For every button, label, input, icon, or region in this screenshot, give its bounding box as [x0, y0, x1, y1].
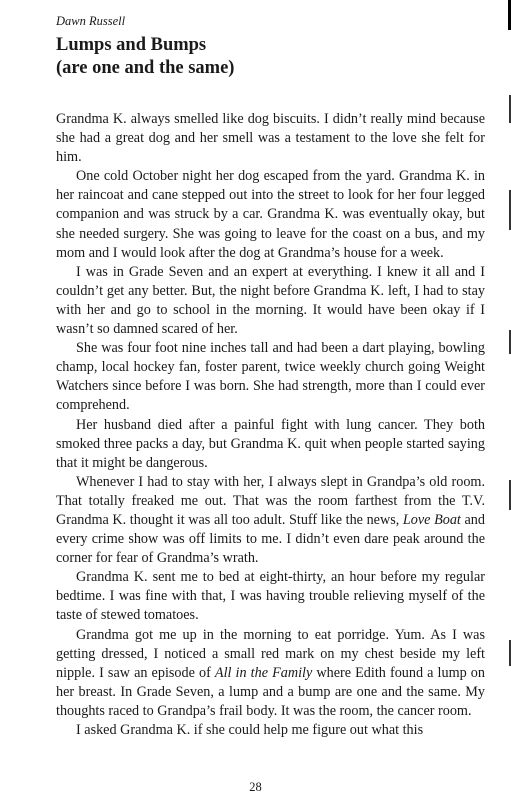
paragraph-text: Grandma got me up in the morning to eat porridge. Yum. As I was getting dressed, I noticed a small red mark on my chest beside my left nipple. I saw an episode of — [56, 626, 485, 681]
paragraph-text: where Edith found a lump on her breast. In Grade Seven, a lump and a bump are one and the same. My thoughts raced to Grandpa’s frail body. It was the room, the cancer room. — [56, 664, 485, 719]
chapter-title — [56, 34, 234, 80]
paragraph: Grandma K. always smelled like dog biscuits. I didn’t really mind because she had a great dog and her smell was a testament to the love she felt for him. — [56, 111, 485, 166]
paragraph — [56, 626, 485, 721]
paragraph: She was four foot nine inches tall and had been a dart playing, bowling champ, local hockey fan, foster parent, twice weekly church going Weight Watchers since before I was born. She had strength, more than I could ever comprehend. — [56, 340, 485, 414]
paragraph — [56, 473, 485, 568]
paragraph: I asked Grandma K. if she could help me figure out what this — [76, 722, 424, 738]
paragraph: Her husband died after a painful fight with lung cancer. They both smoked three packs a day, but Grandma K. quit when people started saying that it might be dangerous. — [56, 416, 485, 471]
paragraph: I was in Grade Seven and an expert at everything. I knew it all and I couldn’t get any better. But, the night before Grandma K. left, I had to stay with her and go to school in the morning. It would have been okay if I wasn’t so damned scared of her. — [56, 263, 485, 338]
paragraph: One cold October night her dog escaped from the yard. Grandma K. in her raincoat and cane stepped out into the street to look for her four legged companion and was struck by a car. Grandma K. was eventually okay, but she needed surgery. She was going to leave for the coast on a bus, and my mom and I would look after the dog at Grandma’s house for a week. — [56, 168, 485, 261]
paragraph-text: and every crime show was off limits to me. I didn’t even dare peak around the corner for fear of Grandma’s wrath. — [56, 511, 485, 567]
paragraph-text: Whenever I had to stay with her, I always slept in Grandpa’s old room. That totally freaked me out. That was the room farthest from the T.V. Grandma K. thought it was all too adult. Stuff like the news, — [56, 473, 485, 528]
paragraph: Grandma K. sent me to bed at eight-thirty, an hour before my regular bedtime. I was fine with that, I was having trouble relieving myself of the taste of stewed tomatoes. — [56, 569, 485, 624]
chapter-title-line-2: (are one and the same) — [56, 58, 235, 78]
body-text — [56, 110, 485, 740]
running-header-author: Dawn Russell — [56, 14, 126, 28]
page-number: 28 — [249, 780, 262, 794]
chapter-title-line-1: Lumps and Bumps — [56, 35, 207, 55]
show-title-italic: All in the Family — [214, 664, 313, 681]
show-title-italic: Love Boat — [402, 511, 461, 528]
